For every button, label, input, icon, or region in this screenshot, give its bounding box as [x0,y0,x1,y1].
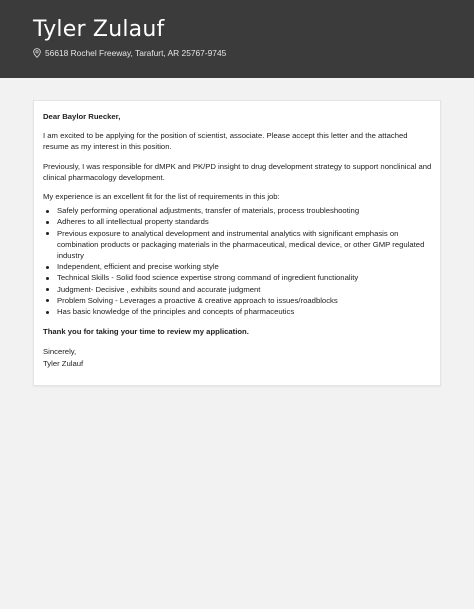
list-item: Has basic knowledge of the principles and concepts of pharmaceutics [43,306,435,317]
applicant-name: Tyler Zulauf [33,17,165,42]
header-banner [0,0,474,78]
list-item: Previous exposure to analytical development and instrumental analytics with significant emphasis on combination products or packaging materials in the pharmaceutical, medical device, or other GMP regulated industry [43,228,435,262]
address-row [33,48,226,58]
paragraph-requirements-lead: My experience is an excellent fit for the list of requirements in this job: [43,192,280,202]
list-item: Safely performing operational adjustments, transfer of materials, process troubleshooting [43,205,435,216]
requirements-list [43,205,435,317]
paragraph-experience: Previously, I was responsible for dMPK and PK/PD insight to drug development strategy to support nonclinical and clinical pharmacology development. [43,161,432,182]
list-item: Judgment- Decisive , exhibits sound and accurate judgment [43,284,435,295]
address-text: 56618 Rochel Freeway, Tarafurt, AR 25767-9745 [45,48,227,58]
list-item: Independent, efficient and precise working style [43,261,435,272]
list-item: Adheres to all intellectual property standards [43,216,435,227]
list-item: Technical Skills - Solid food science expertise strong command of ingredient functionality [43,272,435,283]
list-item: Problem Solving - Leverages a proactive & creative approach to issues/roadblocks [43,295,435,306]
paragraph-intro: I am excited to be applying for the position of scientist, associate. Please accept this letter and the attached resume as my interest in this position. [43,131,408,152]
letter-body [43,111,435,369]
thanks-line: Thank you for taking your time to review my application. [43,327,249,337]
salutation: Dear Baylor Ruecker, [43,112,121,121]
location-pin-icon [33,48,41,58]
signature: Tyler Zulauf [43,358,84,368]
letter-card [33,100,441,386]
closing: Sincerely, [43,347,77,357]
